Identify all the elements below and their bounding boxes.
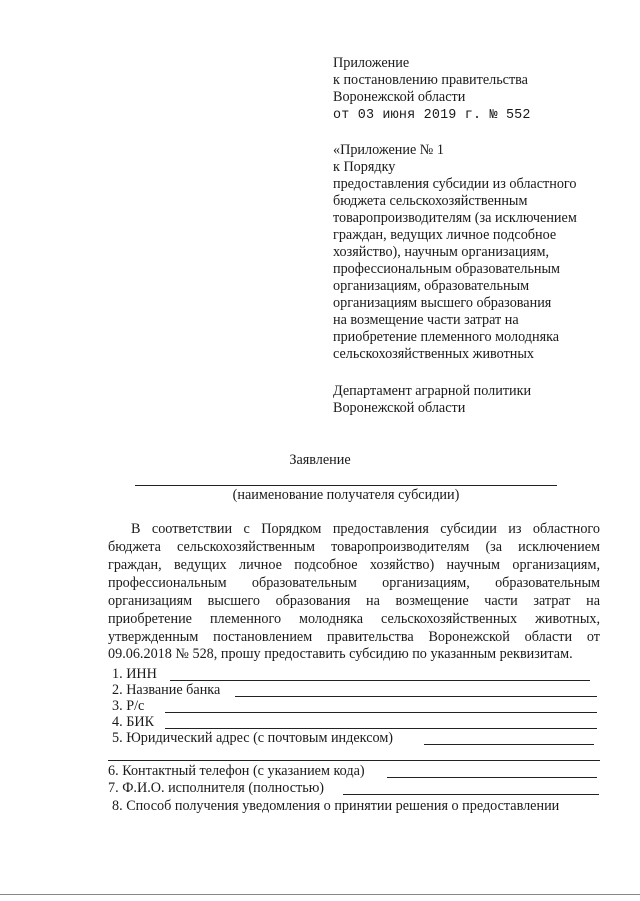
field-inn-blank[interactable] — [170, 680, 590, 681]
addressee-region: Воронежской области — [333, 400, 466, 416]
field-inn-label: 1. ИНН — [112, 666, 157, 682]
field-executor-label: 7. Ф.И.О. исполнителя (полностью) — [108, 780, 325, 796]
addressee-department: Департамент аграрной политики — [333, 383, 532, 399]
field-account-label: 3. Р/с — [112, 698, 145, 714]
field-bik-label: 4. БИК — [112, 714, 155, 730]
field-notification-method-label: 8. Способ получения уведомления о принятии решения о предоставлении — [112, 798, 560, 814]
appendix-label: Приложение — [333, 55, 410, 71]
field-executor-blank[interactable] — [343, 794, 599, 795]
annex-line: бюджета сельскохозяйственным — [333, 193, 528, 209]
body-line: 09.06.2018 № 528, прошу предоставить субсидию по указанным реквизитам. — [108, 646, 573, 662]
resolution-date-number: от 03 июня 2019 г. № 552 — [333, 108, 531, 123]
annex-line: граждан, ведущих личное подсобное — [333, 227, 557, 243]
body-line: В соответствии с Порядком предоставления субсидии из областного — [131, 521, 600, 537]
region-name: Воронежской области — [333, 89, 466, 105]
recipient-caption: (наименование получателя субсидии) — [232, 487, 460, 503]
resolution-reference: к постановлению правительства — [333, 72, 528, 88]
annex-line: предоставления субсидии из областного — [333, 176, 577, 192]
annex-line: организациям, образовательным — [333, 278, 530, 294]
annex-line: «Приложение № 1 — [333, 142, 444, 158]
annex-line: к Порядку — [333, 159, 396, 175]
annex-line: на возмещение части затрат на — [333, 312, 519, 328]
field-bank-label: 2. Название банка — [112, 682, 221, 698]
document-title: Заявление — [289, 452, 351, 468]
field-address-label: 5. Юридический адрес (с почтовым индексом) — [112, 730, 394, 746]
recipient-name-line — [135, 485, 557, 486]
annex-line: приобретение племенного молодняка — [333, 329, 560, 345]
body-line: утвержденным постановлением правительства Воронежской области от — [108, 629, 600, 645]
field-bik-blank[interactable] — [165, 728, 597, 729]
annex-line: сельскохозяйственных животных — [333, 346, 534, 362]
body-line: граждан, ведущих личное подсобное хозяйство) научным организациям, — [108, 557, 600, 573]
field-bank-blank[interactable] — [235, 696, 597, 697]
field-address-blank[interactable] — [424, 744, 594, 745]
annex-line: товаропроизводителям (за исключением — [333, 210, 577, 226]
body-line: бюджета сельскохозяйственным товаропроизводителям (за исключением — [108, 539, 600, 555]
field-phone-blank[interactable] — [387, 777, 597, 778]
body-line: организациям высшего образования на возмещение части затрат на — [108, 593, 600, 609]
annex-line: организациям высшего образования — [333, 295, 552, 311]
body-line: приобретение племенного молодняка сельскохозяйственных животных, — [108, 611, 600, 627]
field-address-blank-continuation[interactable] — [108, 760, 600, 761]
body-line: профессиональным образовательным организациям, образовательным — [108, 575, 600, 591]
page-bottom-edge — [0, 894, 640, 895]
annex-line: хозяйство), научным организациям, — [333, 244, 550, 260]
annex-line: профессиональным образовательным — [333, 261, 561, 277]
field-account-blank[interactable] — [165, 712, 597, 713]
field-phone-label: 6. Контактный телефон (с указанием кода) — [108, 763, 365, 779]
